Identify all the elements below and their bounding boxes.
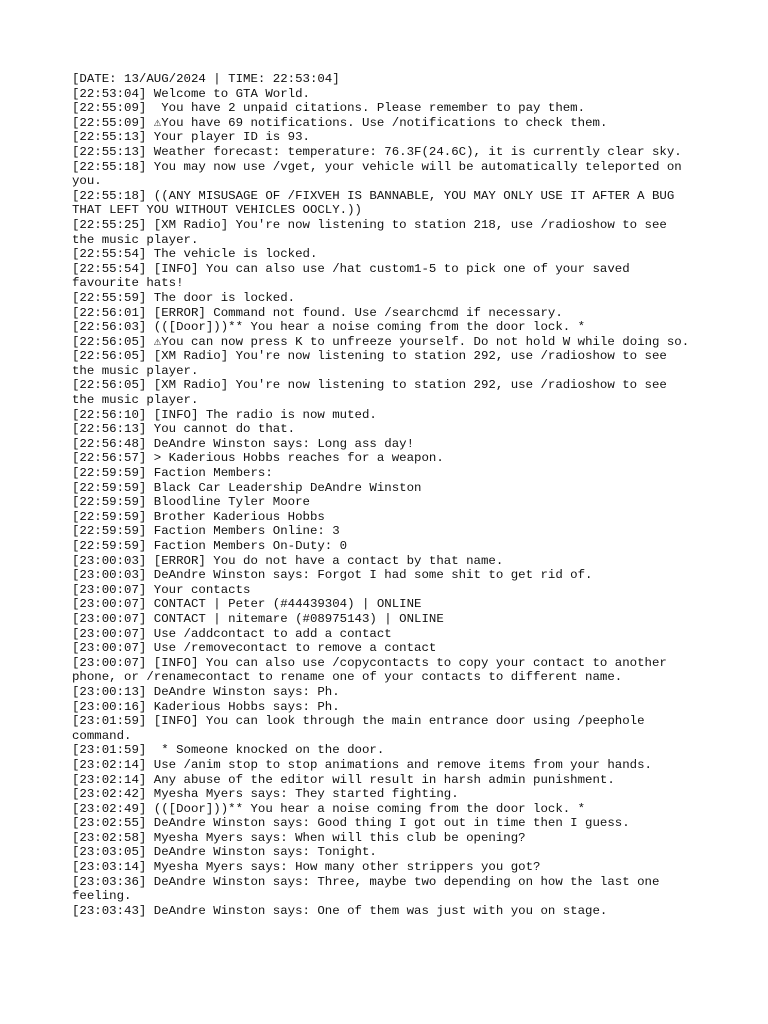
log-line: [23:02:42] Myesha Myers says: They started fighting. (72, 787, 459, 802)
log-line: [22:55:09] ⚠You have 69 notifications. Use /notifications to check them. (72, 115, 608, 130)
log-line: [23:00:13] DeAndre Winston says: Ph. (72, 684, 340, 699)
log-line: [22:56:57] > Kaderious Hobbs reaches for a weapon. (72, 451, 444, 466)
log-line: [22:55:18] ((ANY MISUSAGE OF /FIXVEH IS BANNABLE, YOU MAY ONLY USE IT AFTER A BUG THAT LEFT YOU WITHOUT VEHICLES OOCLY.)) (72, 188, 682, 218)
log-line: [22:53:04] Welcome to GTA World. (72, 86, 310, 101)
log-line: [23:00:07] Your contacts (72, 582, 251, 597)
log-line: [23:00:07] CONTACT | Peter (#44439304) | ONLINE (72, 597, 422, 612)
log-line: [22:55:59] The door is locked. (72, 290, 296, 305)
log-line: [23:00:07] Use /addcontact to add a contact (72, 626, 392, 641)
log-line: [23:03:05] DeAndre Winston says: Tonight. (72, 845, 377, 860)
log-line: [23:00:07] CONTACT | nitemare (#08975143) | ONLINE (72, 611, 444, 626)
log-line: [22:56:03] (([Door]))** You hear a noise coming from the door lock. * (72, 320, 586, 335)
log-line: [23:01:59] * Someone knocked on the door. (72, 743, 385, 758)
log-line: [22:55:54] The vehicle is locked. (72, 247, 318, 262)
log-line: [23:03:43] DeAndre Winston says: One of them was just with you on stage. (72, 903, 608, 918)
log-line: [23:00:03] DeAndre Winston says: Forgot I had some shit to get rid of. (72, 568, 593, 583)
log-line: [23:00:07] Use /removecontact to remove a contact (72, 641, 437, 656)
log-line: [22:55:09] You have 2 unpaid citations. Please remember to pay them. (72, 101, 586, 116)
log-line: [23:00:16] Kaderious Hobbs says: Ph. (72, 699, 340, 714)
log-line: [22:59:59] Brother Kaderious Hobbs (72, 509, 325, 524)
log-line: [23:02:49] (([Door]))** You hear a noise coming from the door lock. * (72, 801, 586, 816)
log-line: [22:56:05] ⚠You can now press K to unfreeze yourself. Do not hold W while doing so. (72, 334, 690, 349)
log-line: [22:59:59] Faction Members Online: 3 (72, 524, 340, 539)
log-line: [22:55:18] You may now use /vget, your vehicle will be automatically teleported on you. (72, 159, 690, 189)
log-line: [23:01:59] [INFO] You can look through the main entrance door using /peephole command. (72, 714, 652, 743)
log-line: [22:56:13] You cannot do that. (72, 422, 296, 437)
log-line: [22:56:01] [ERROR] Command not found. Use /searchcmd if necessary. (72, 305, 563, 320)
log-line: [22:56:05] [XM Radio] You're now listening to station 292, use /radioshow to see the music player. (72, 378, 675, 408)
log-line: [22:59:59] Faction Members On-Duty: 0 (72, 539, 348, 553)
log-line: [22:55:13] Weather forecast: temperature: 76.3F(24.6C), it is currently clear sky. (72, 144, 682, 159)
log-line: [23:00:03] [ERROR] You do not have a contact by that name. (72, 553, 504, 568)
log-line: [22:55:25] [XM Radio] You're now listening to station 218, use /radioshow to see the music player. (72, 217, 675, 247)
log-lines (72, 87, 696, 919)
log-line: [23:02:14] Use /anim stop to stop animations and remove items from your hands. (72, 757, 652, 772)
log-line: [22:59:59] Black Car Leadership DeAndre Winston (72, 480, 422, 495)
log-line: [22:55:13] Your player ID is 93. (72, 130, 310, 145)
log-line: [22:56:10] [INFO] The radio is now muted. (72, 407, 377, 422)
log-line: [23:02:58] Myesha Myers says: When will this club be opening? (72, 830, 526, 845)
log-line: [23:02:55] DeAndre Winston says: Good thing I got out in time then I guess. (72, 816, 630, 831)
log-line: [22:55:54] [INFO] You can also use /hat custom1-5 to pick one of your saved favourite hats! (72, 261, 638, 291)
log-line: [23:02:14] Any abuse of the editor will result in harsh admin punishment. (72, 772, 615, 787)
log-header: [DATE: 13/AUG/2024 | TIME: 22:53:04] (72, 72, 340, 86)
log-line: [22:59:59] Bloodline Tyler Moore (72, 495, 310, 510)
chat-log (72, 72, 696, 918)
log-line: [22:59:59] Faction Members: (72, 466, 273, 481)
log-line: [22:56:48] DeAndre Winston says: Long ass day! (72, 436, 415, 451)
log-line: [22:56:05] [XM Radio] You're now listening to station 292, use /radioshow to see the music player. (72, 349, 675, 378)
log-line: [23:00:07] [INFO] You can also use /copycontacts to copy your contact to another phone, or /renamecontact to rename one of your contacts to different name. (72, 655, 675, 685)
log-line: [23:03:14] Myesha Myers says: How many other strippers you got? (72, 860, 541, 875)
log-line: [23:03:36] DeAndre Winston says: Three, maybe two depending on how the last one feeling. (72, 874, 667, 904)
